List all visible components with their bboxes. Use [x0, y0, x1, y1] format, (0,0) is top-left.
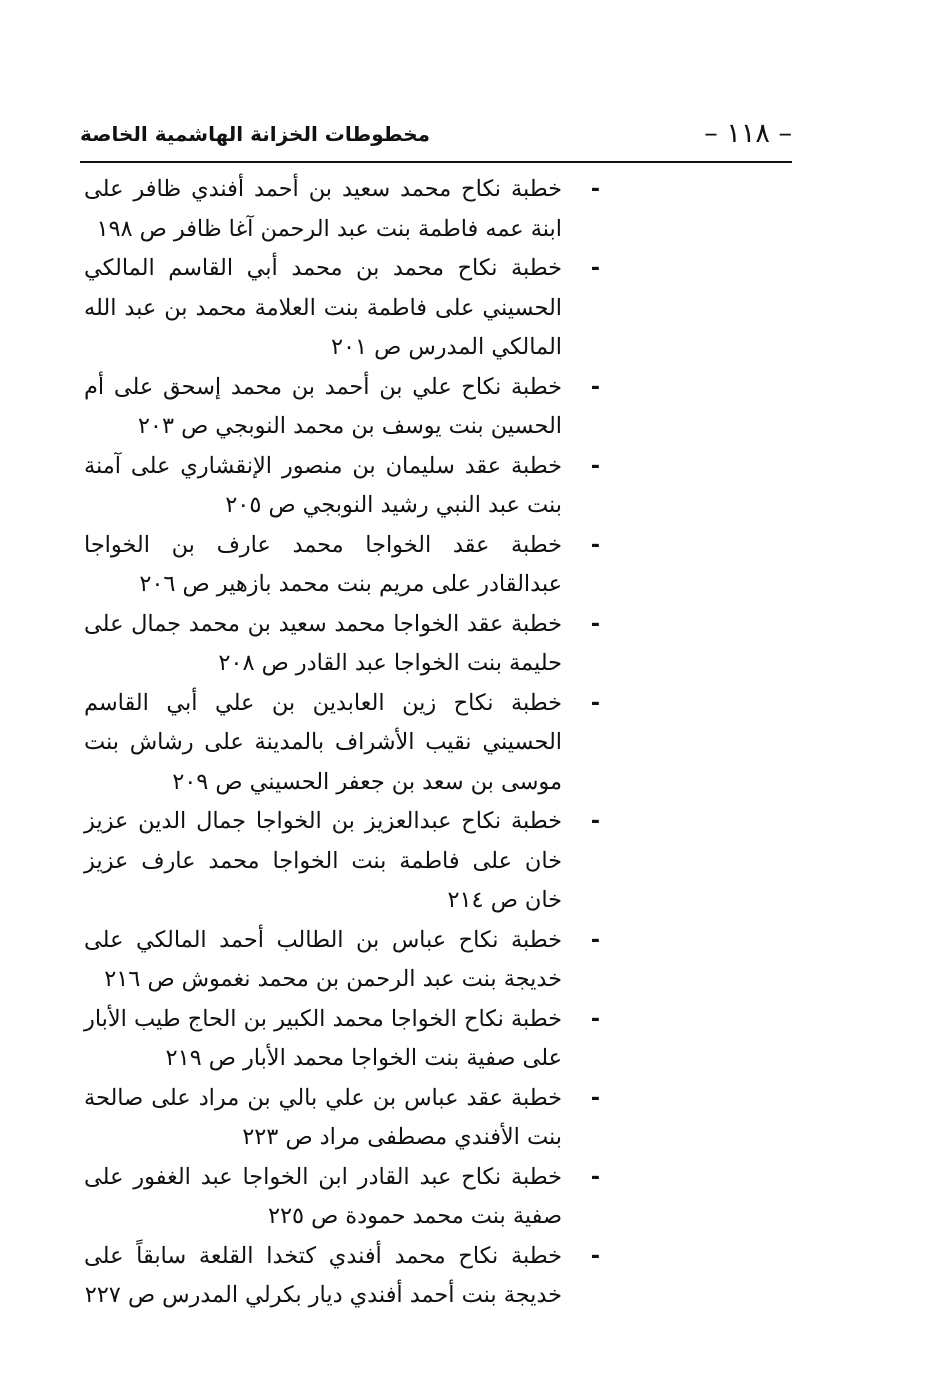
- list-bullet: -: [590, 926, 600, 953]
- list-item: [84, 1158, 604, 1237]
- list-item: [84, 368, 604, 447]
- list-item: [84, 1079, 604, 1158]
- entry-text: خطبة نكاح عبدالعزيز بن الخواجا جمال الدين عزيز خان على فاطمة بنت الخواجا محمد عارف عزيز خان ص ٢١٤: [84, 808, 562, 913]
- list-item: [84, 802, 604, 921]
- list-bullet: -: [590, 373, 600, 400]
- entry-text: خطبة نكاح محمد بن محمد أبي القاسم المالكي الحسيني على فاطمة بنت العلامة محمد بن عبد الله المالكي المدرس ص ٢٠١: [84, 255, 562, 360]
- entry-text: خطبة نكاح عبد القادر ابن الخواجا عبد الغفور على صفية بنت محمد حمودة ص ٢٢٥: [84, 1163, 562, 1229]
- entry-list: [84, 170, 604, 1316]
- page-number: – ١١٨ –: [704, 118, 792, 149]
- list-bullet: -: [590, 689, 600, 716]
- list-item: [84, 1237, 604, 1316]
- list-bullet: -: [590, 1005, 600, 1032]
- entry-text: خطبة عقد الخواجا محمد عارف بن الخواجا عبدالقادر على مريم بنت محمد بازهير ص ٢٠٦: [84, 531, 562, 597]
- list-item: [84, 605, 604, 684]
- entry-text: خطبة عقد سليمان بن منصور الإنقشاري على آمنة بنت عبد النبي رشيد النوبجي ص ٢٠٥: [84, 452, 562, 518]
- list-bullet: -: [590, 255, 600, 281]
- list-bullet: -: [590, 1163, 600, 1190]
- list-item: [84, 249, 604, 368]
- list-bullet: -: [590, 808, 600, 834]
- list-item: [84, 1000, 604, 1079]
- list-item: [84, 684, 604, 803]
- entry-text: خطبة نكاح علي بن أحمد بن محمد إسحق على أم الحسين بنت يوسف بن محمد النوبجي ص ٢٠٣: [84, 373, 562, 439]
- list-bullet: -: [590, 531, 600, 558]
- entry-text: خطبة نكاح محمد سعيد بن أحمد أفندي ظافر على ابنة عمه فاطمة بنت عبد الرحمن آغا ظافر ص ١٩٨: [84, 176, 562, 242]
- list-item: [84, 921, 604, 1000]
- header-rule: [80, 161, 792, 163]
- entry-text: خطبة نكاح محمد أفندي كتخدا القلعة سابقاً على خديجة بنت أحمد أفندي ديار بكرلي المدرس ص ٢٢٧: [84, 1242, 562, 1308]
- list-bullet: -: [590, 1242, 600, 1269]
- entry-text: خطبة عقد الخواجا محمد سعيد بن محمد جمال على حليمة بنت الخواجا عبد القادر ص ٢٠٨: [84, 610, 562, 676]
- list-bullet: -: [590, 176, 600, 202]
- list-item: [84, 526, 604, 605]
- entry-text: خطبة عقد عباس بن علي بالي بن مراد على صالحة بنت الأفندي مصطفى مراد ص ٢٢٣: [84, 1084, 562, 1150]
- list-item: [84, 447, 604, 526]
- page-header: [80, 118, 792, 158]
- list-item: [84, 170, 604, 249]
- list-bullet: -: [590, 452, 600, 479]
- entry-text: خطبة نكاح الخواجا محمد الكبير بن الحاج طيب الأبار على صفية بنت الخواجا محمد الأبار ص ٢١٩: [84, 1005, 562, 1071]
- entry-text: خطبة نكاح عباس بن الطالب أحمد المالكي على خديجة بنت عبد الرحمن بن محمد نغموش ص ٢١٦: [84, 926, 562, 992]
- list-bullet: -: [590, 1084, 600, 1111]
- list-bullet: -: [590, 610, 600, 637]
- running-title: مخطوطات الخزانة الهاشمية الخاصة: [80, 122, 431, 146]
- entry-text: خطبة نكاح زين العابدين بن علي أبي القاسم الحسيني نقيب الأشراف بالمدينة على رشاش بنت موسى بن سعد بن جعفر الحسيني ص ٢٠٩: [84, 689, 562, 795]
